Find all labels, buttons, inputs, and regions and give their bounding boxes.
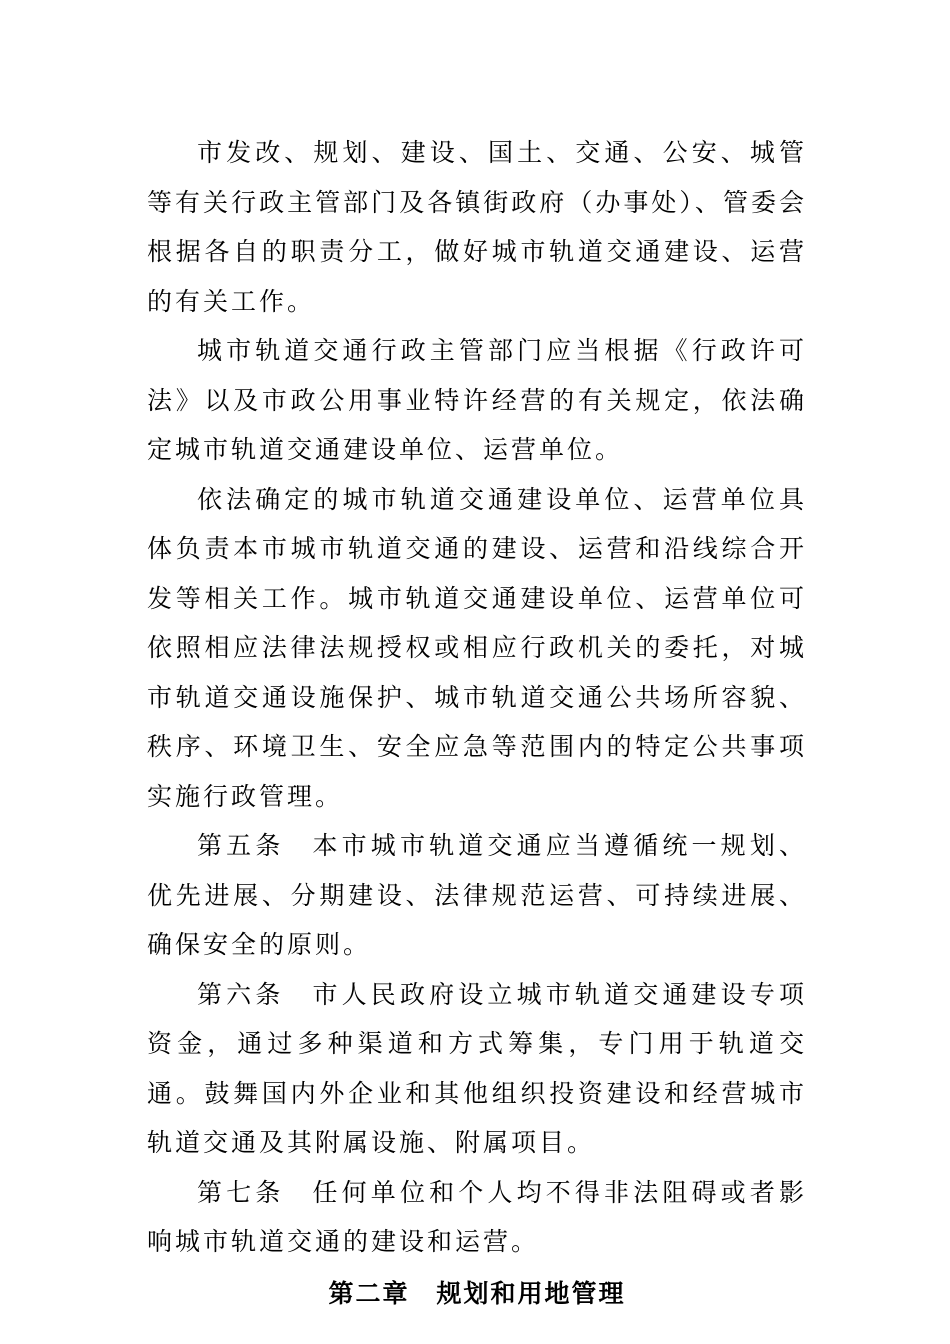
paragraph-departments: 市发改、规划、建设、国土、交通、公安、城管等有关行政主管部门及各镇街政府（办事处）、管委会根据各自的职责分工，做好城市轨道交通建设、运营的有关工作。: [147, 138, 807, 316]
chapter-heading: 第二章 规划和用地管理: [328, 1278, 626, 1308]
article-6-text: 市人民政府设立城市轨道交通建设专项资金，通过多种渠道和方式筹集，专门用于轨道交通。鼓舞国内外企业和其他组织投资建设和经营城市轨道交通及其附属设施、附属项目。: [147, 979, 807, 1157]
article-6-number: 第六条: [197, 979, 285, 1009]
article-7-text: 任何单位和个人均不得非法阻碍或者影响城市轨道交通的建设和运营。: [147, 1177, 807, 1256]
paragraph-authority: 城市轨道交通行政主管部门应当根据《行政许可法》以及市政公用事业特许经营的有关规定，依法确定城市轨道交通建设单位、运营单位。: [147, 336, 807, 464]
article-5-number: 第五条: [197, 831, 285, 860]
article-5: [147, 821, 807, 970]
article-7: [147, 1168, 807, 1267]
article-6: [147, 970, 807, 1168]
article-5-text: 本市城市轨道交通应当遵循统一规划、优先进展、分期建设、法律规范运营、可持续进展、确保安全的原则。: [147, 831, 807, 959]
article-7-number: 第七条: [197, 1177, 285, 1207]
document-body: [147, 128, 807, 1318]
paragraph-units: 依法确定的城市轨道交通建设单位、运营单位具体负责本市城市轨道交通的建设、运营和沿线综合开发等相关工作。城市轨道交通建设单位、运营单位可依照相应法律法规授权或相应行政机关的委托，对城市轨道交通设施保护、城市轨道交通公共场所容貌、秩序、环境卫生、安全应急等范围内的特定公共事项实施行政管理。: [147, 484, 807, 811]
